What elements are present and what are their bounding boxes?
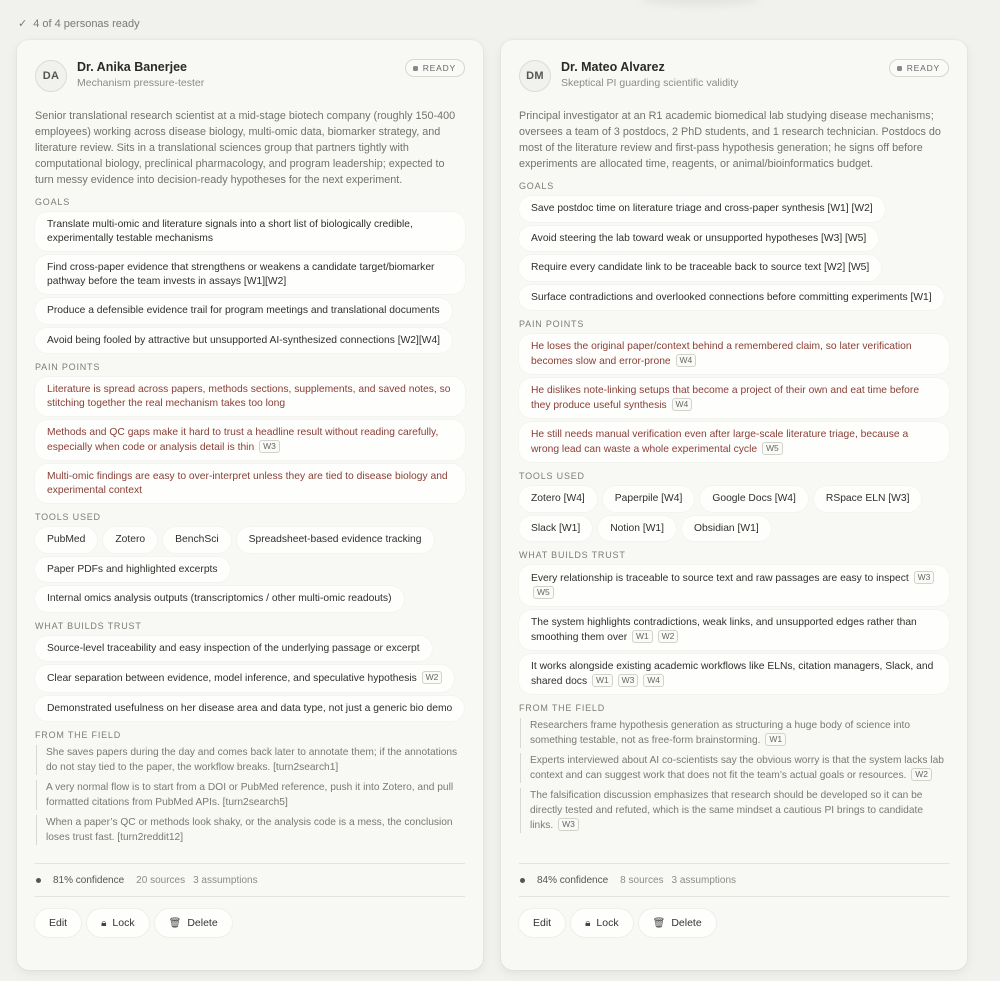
trust-item bbox=[519, 565, 949, 606]
item-text: It works alongside existing academic workflows like ELNs, citation managers, Slack, and shared docs bbox=[531, 661, 934, 687]
section-title-pain-points: PAIN POINTS bbox=[35, 362, 101, 372]
card-actions bbox=[519, 909, 949, 937]
lock-button[interactable] bbox=[87, 909, 149, 937]
item-text: He still needs manual verification even after large-scale literature triage, because a wrong lead can waste a whole experimental cycle bbox=[531, 429, 909, 455]
section-title-tools: TOOLS USED bbox=[35, 512, 101, 522]
tool-chip bbox=[237, 527, 434, 553]
persona-bio: Senior translational research scientist at a mid-stage biotech company (roughly 150-400 employees) working across disease biology, multi-omic data, biomarker strategy, and literature review. Sits in a translational sciences group that partners tightly with computational biology, preclinical pharmacology, and program leadership; expected to turn messy evidence into decision-ready hypotheses for the next experiment. bbox=[35, 110, 456, 186]
persona-name: Dr. Mateo Alvarez bbox=[561, 60, 665, 74]
pain-point-item bbox=[519, 378, 949, 418]
field-note bbox=[520, 753, 949, 783]
item-text: The falsification discussion emphasizes that research should be developed so it can be directly tested and refuted, which is the same mindset a cautious PI brings to candidate links. bbox=[530, 790, 923, 831]
source-tag: W2 bbox=[658, 630, 679, 643]
card-header bbox=[35, 60, 465, 108]
edit-button[interactable] bbox=[519, 909, 565, 937]
tool-chip bbox=[35, 586, 404, 612]
field-notes-list bbox=[519, 718, 949, 833]
item-text: PubMed bbox=[47, 534, 86, 545]
pain-point-item bbox=[35, 420, 465, 460]
meta-row bbox=[519, 863, 949, 897]
confidence-dot-icon bbox=[520, 878, 525, 883]
item-text: Google Docs [W4] bbox=[712, 493, 796, 504]
trust-list bbox=[519, 565, 949, 694]
item-text: Paper PDFs and highlighted excerpts bbox=[47, 563, 218, 575]
item-text: Source-level traceability and easy inspection of the underlying passage or excerpt bbox=[47, 642, 420, 654]
source-tag: W2 bbox=[422, 671, 443, 684]
item-text: RSpace ELN [W3] bbox=[825, 493, 910, 504]
persona-role: Skeptical PI guarding scientific validity bbox=[561, 77, 739, 89]
tool-chip bbox=[163, 527, 231, 553]
assumptions-count: 3 assumptions bbox=[193, 874, 258, 886]
assumptions-count: 3 assumptions bbox=[671, 874, 737, 886]
source-tag: W1 bbox=[765, 733, 786, 746]
trust-item bbox=[35, 665, 454, 692]
goal-item bbox=[35, 212, 465, 251]
section-title-goals: GOALS bbox=[35, 197, 71, 207]
confidence-value: 81% confidence bbox=[53, 874, 125, 886]
delete-label: Delete bbox=[187, 917, 218, 929]
item-text: Slack [W1] bbox=[531, 522, 581, 534]
tool-chip bbox=[519, 516, 592, 542]
delete-label: Delete bbox=[671, 917, 702, 929]
persona-name: Dr. Anika Banerjee bbox=[77, 60, 188, 74]
persona-card bbox=[17, 40, 483, 970]
item-text: He dislikes note-linking setups that become a project of their own and eat time before they produce useful synthesis bbox=[531, 385, 920, 411]
sources-count: 8 sources bbox=[620, 874, 664, 886]
edit-button[interactable] bbox=[35, 909, 81, 937]
section-title-pain-points: PAIN POINTS bbox=[519, 319, 585, 329]
source-tag: W4 bbox=[643, 674, 664, 687]
lock-label: Lock bbox=[596, 917, 619, 929]
card-footer bbox=[519, 863, 949, 937]
item-text: Paperpile [W4] bbox=[614, 493, 683, 504]
goal-item bbox=[35, 328, 452, 354]
trust-item bbox=[519, 610, 949, 650]
sources-count: 20 sources bbox=[136, 874, 186, 886]
status-badge bbox=[405, 59, 465, 77]
confidence-dot-icon bbox=[36, 878, 41, 883]
item-text: Experts interviewed about AI co-scientists say the obvious worry is that the system lacks lab context and can suggest work that does not fit the team’s actual goals or resources. bbox=[530, 755, 944, 781]
item-text: Clear separation between evidence, model inference, and speculative hypothesis bbox=[47, 673, 417, 684]
tool-chip bbox=[103, 527, 157, 553]
item-text: Save postdoc time on literature triage and cross-paper synthesis [W1] [W2] bbox=[531, 203, 873, 214]
tool-chip bbox=[682, 516, 771, 542]
status-badge-label: READY bbox=[906, 63, 940, 73]
field-note bbox=[520, 788, 949, 833]
ready-count: 4 of 4 personas ready bbox=[33, 17, 140, 30]
goal-item bbox=[519, 196, 885, 222]
status-badge bbox=[889, 59, 949, 77]
meta-row bbox=[35, 863, 465, 897]
trust-item bbox=[35, 696, 464, 722]
item-text: Avoid steering the lab toward weak or unsupported hypotheses [W3] [W5] bbox=[531, 232, 867, 244]
source-tag: W3 bbox=[259, 440, 280, 453]
trash-icon: 🗑︎ bbox=[652, 917, 666, 929]
item-text: BenchSci bbox=[175, 534, 219, 545]
item-text: Researchers frame hypothesis generation as structuring a huge body of science into something testable, not as free-form brainstorming. bbox=[530, 720, 910, 746]
item-text: Obsidian [W1] bbox=[694, 522, 759, 534]
field-note bbox=[36, 780, 465, 810]
item-text: Require every candidate link to be traceable back to source text [W2] [W5] bbox=[531, 262, 870, 273]
item-text: Avoid being fooled by attractive but unsupported AI-synthesized connections [W2][W4] bbox=[47, 334, 441, 346]
item-text: Surface contradictions and overlooked connections before committing experiments [W1] bbox=[531, 291, 932, 303]
trash-icon: 🗑︎ bbox=[168, 917, 182, 929]
lock-button[interactable] bbox=[571, 909, 633, 937]
section-title-field: FROM THE FIELD bbox=[519, 703, 606, 713]
avatar: DA bbox=[35, 60, 67, 92]
pain-points-list bbox=[519, 334, 949, 462]
pain-point-item bbox=[35, 464, 465, 503]
item-text: Methods and QC gaps make it hard to trust a headline result without reading carefully, especially when code or analysis detail is thin bbox=[47, 427, 439, 453]
goal-item bbox=[519, 226, 878, 252]
tools-list bbox=[35, 527, 465, 612]
field-note bbox=[520, 718, 949, 748]
trust-item bbox=[35, 636, 432, 662]
top-glow bbox=[640, 0, 760, 6]
status-dot-icon bbox=[413, 66, 418, 71]
card-footer bbox=[35, 863, 465, 937]
avatar: DM bbox=[519, 60, 551, 92]
goal-item bbox=[519, 285, 944, 311]
section-title-tools: TOOLS USED bbox=[519, 471, 585, 481]
goals-list bbox=[519, 196, 949, 310]
tool-chip bbox=[700, 486, 808, 512]
edit-label: Edit bbox=[533, 917, 552, 929]
item-text: When a paper’s QC or methods look shaky, or the analysis code is a mess, the conclusion loses trust fast. [turn2reddit12] bbox=[46, 817, 453, 843]
source-tag: W4 bbox=[672, 398, 693, 411]
source-tag: W5 bbox=[762, 442, 783, 455]
pain-points-list bbox=[35, 377, 465, 503]
item-text: She saves papers during the day and comes back later to annotate them; if the annotations do not stay tied to the paper, the workflow breaks. [turn2search1] bbox=[46, 747, 458, 773]
section-title-field: FROM THE FIELD bbox=[35, 730, 122, 740]
item-text: Translate multi-omic and literature signals into a short list of biologically credible, experimentally testable mechanisms bbox=[47, 219, 413, 244]
check-icon: ✓ bbox=[18, 18, 28, 30]
field-note bbox=[36, 745, 465, 775]
tool-chip bbox=[35, 557, 230, 583]
field-notes-list bbox=[35, 745, 465, 845]
pain-point-item bbox=[519, 334, 949, 374]
item-text: Demonstrated usefulness on her disease area and data type, not just a generic bio demo bbox=[47, 702, 453, 714]
section-title-trust: WHAT BUILDS TRUST bbox=[35, 620, 142, 631]
persona-card bbox=[501, 40, 967, 970]
lock-icon: 🔒︎ bbox=[101, 917, 107, 929]
lock-label: Lock bbox=[112, 917, 135, 929]
status-dot-icon bbox=[897, 66, 902, 71]
pain-point-item bbox=[519, 422, 949, 462]
source-tag: W3 bbox=[558, 818, 579, 831]
pain-point-item bbox=[35, 377, 465, 416]
goal-item bbox=[519, 255, 881, 281]
status-badge-label: READY bbox=[422, 63, 456, 73]
item-text: Zotero [W4] bbox=[531, 493, 585, 504]
source-tag: W1 bbox=[592, 674, 613, 687]
tool-chip bbox=[814, 486, 922, 512]
card-header bbox=[519, 60, 949, 108]
field-note bbox=[36, 815, 465, 845]
item-text: The system highlights contradictions, weak links, and unsupported edges rather than smoothing them over bbox=[531, 617, 917, 643]
item-text: Every relationship is traceable to source text and raw passages are easy to inspect bbox=[531, 573, 909, 584]
source-tag: W3 bbox=[618, 674, 639, 687]
item-text: Internal omics analysis outputs (transcriptomics / other multi-omic readouts) bbox=[47, 593, 392, 604]
goals-list bbox=[35, 212, 465, 353]
goal-item bbox=[35, 255, 465, 294]
name-block bbox=[561, 60, 738, 89]
item-text: Multi-omic findings are easy to over-interpret unless they are tied to disease biology and experimental context bbox=[47, 471, 448, 496]
tool-chip bbox=[35, 527, 97, 553]
card-actions bbox=[35, 909, 465, 937]
delete-button[interactable] bbox=[155, 909, 232, 937]
edit-label: Edit bbox=[49, 917, 68, 929]
confidence-value: 84% confidence bbox=[537, 874, 609, 886]
persona-bio: Principal investigator at an R1 academic biomedical lab studying disease mechanisms; oversees a team of 3 postdocs, 2 PhD students, and 1 research technician. Postdocs do most of the literature review and first-pass hypothesis generation; he signs off before experiments are allocated time, reagents, or animal/bioinformatics budget. bbox=[519, 110, 941, 170]
item-text: Produce a defensible evidence trail for program meetings and translational documents bbox=[47, 305, 440, 316]
item-text: He loses the original paper/context behind a remembered claim, so later verification becomes slow and error-prone bbox=[531, 341, 912, 367]
source-tag: W3 bbox=[914, 571, 935, 584]
item-text: Zotero bbox=[115, 534, 146, 545]
item-text: A very normal flow is to start from a DOI or PubMed reference, push it into Zotero, and pull formatted citations from PubMed APIs. [turn2search5] bbox=[46, 782, 454, 808]
item-text: Find cross-paper evidence that strengthens or weakens a candidate target/biomarker pathway before the team invests in assays [W1][W2] bbox=[47, 262, 435, 287]
item-text: Literature is spread across papers, methods sections, supplements, and saved notes, so stitching together the real mechanism takes too long bbox=[47, 384, 451, 409]
name-block bbox=[77, 60, 204, 89]
tool-chip bbox=[603, 486, 695, 512]
source-tag: W4 bbox=[676, 354, 697, 367]
source-tag: W5 bbox=[533, 586, 554, 599]
section-title-goals: GOALS bbox=[519, 181, 555, 191]
lock-icon: 🔒︎ bbox=[585, 917, 591, 929]
persona-role: Mechanism pressure-tester bbox=[77, 77, 205, 89]
delete-button[interactable] bbox=[639, 909, 716, 937]
source-tag: W2 bbox=[911, 768, 932, 781]
trust-list bbox=[35, 636, 465, 722]
status-line bbox=[18, 17, 140, 30]
item-text: Notion [W1] bbox=[610, 522, 665, 534]
source-tag: W1 bbox=[632, 630, 653, 643]
tool-chip bbox=[519, 486, 597, 512]
goal-item bbox=[35, 298, 452, 324]
trust-item bbox=[519, 654, 949, 694]
item-text: Spreadsheet-based evidence tracking bbox=[248, 534, 422, 545]
section-title-trust: WHAT BUILDS TRUST bbox=[519, 550, 626, 560]
tools-list bbox=[519, 486, 949, 541]
tool-chip bbox=[598, 516, 676, 542]
